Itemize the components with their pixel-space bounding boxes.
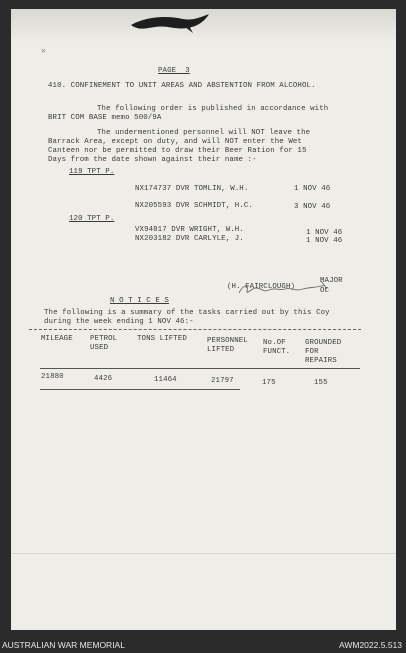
table-header: MILEAGE — [41, 335, 73, 343]
notices-heading: N O T I C E S — [110, 297, 169, 305]
personnel-date: 1 NOV 46 — [306, 237, 343, 245]
personnel-entry: NX205593 DVR SCHMIDT, H.C. — [135, 202, 253, 210]
para2-line3: Canteen nor be permitted to draw their Beer Ration for 15 — [48, 147, 307, 155]
document-page — [11, 9, 396, 630]
accession-number: AWM2022.5.513 — [339, 640, 402, 650]
table-cell-mileage: 21880 — [41, 373, 64, 381]
notices-line2: during the week ending 1 NOV 46:- — [44, 318, 194, 326]
personnel-date: 1 NOV 46 — [294, 185, 331, 193]
personnel-entry: VX94817 DVR WRIGHT, W.H. — [135, 226, 244, 234]
archive-source: AUSTRALIAN WAR MEMORIAL — [2, 640, 125, 650]
table-cell-personnel: 21797 — [211, 377, 234, 385]
signatory-appointment: OC — [320, 287, 330, 295]
table-cell-grounded: 155 — [314, 379, 328, 387]
table-header: GROUNDED FOR REPAIRS — [305, 339, 342, 365]
table-header: PETROL USED — [90, 335, 118, 352]
para2-line2: Barrack Area, except on duty, and will NOT enter the Wet — [48, 138, 302, 146]
para2-line4: Days from the date shown against their name :- — [48, 156, 257, 164]
table-header: TONS LIFTED — [137, 335, 187, 343]
notices-line1: The following is a summary of the tasks carried out by this Coy — [44, 309, 330, 317]
paper-fold — [11, 553, 396, 554]
table-cell-functions: 175 — [262, 379, 276, 387]
section-title: 410. CONFINEMENT TO UNIT AREAS AND ABSTENTION FROM ALCOHOL. — [48, 82, 316, 90]
table-header: No.OF FUNCT. — [263, 339, 291, 356]
signatory-name: (H. FAIRCLOUGH) — [227, 283, 296, 291]
para2-line1: The undermentioned personnel will NOT leave the — [97, 129, 311, 137]
personnel-entry: NX203182 DVR CARLYLE, J. — [135, 235, 244, 243]
table-bottom-rule — [40, 389, 240, 390]
margin-mark: ✕ — [41, 47, 46, 56]
signatory-rank: MAJOR — [320, 277, 343, 285]
personnel-entry: NX174737 DVR TOMLIN, W.H. — [135, 185, 249, 193]
unit-label-120: 120 TPT P. — [69, 215, 115, 223]
ink-blot-mark — [125, 11, 215, 35]
table-cell-petrol: 4426 — [94, 375, 113, 383]
personnel-date: 1 NOV 46 — [306, 229, 343, 237]
table-top-rule — [29, 329, 361, 330]
para1-line2: BRIT COM BASE memo 500/9A — [48, 114, 162, 122]
unit-label-119: 119 TPT P. — [69, 168, 115, 176]
para1-line1: The following order is published in accordance with — [97, 105, 329, 113]
table-header-rule — [40, 368, 360, 369]
table-cell-tons: 11464 — [154, 376, 177, 384]
page-label: PAGE 3 — [158, 67, 190, 75]
archive-footer — [0, 636, 406, 653]
personnel-date: 3 NOV 46 — [294, 203, 331, 211]
table-header: PERSONNEL LIFTED — [207, 337, 248, 354]
